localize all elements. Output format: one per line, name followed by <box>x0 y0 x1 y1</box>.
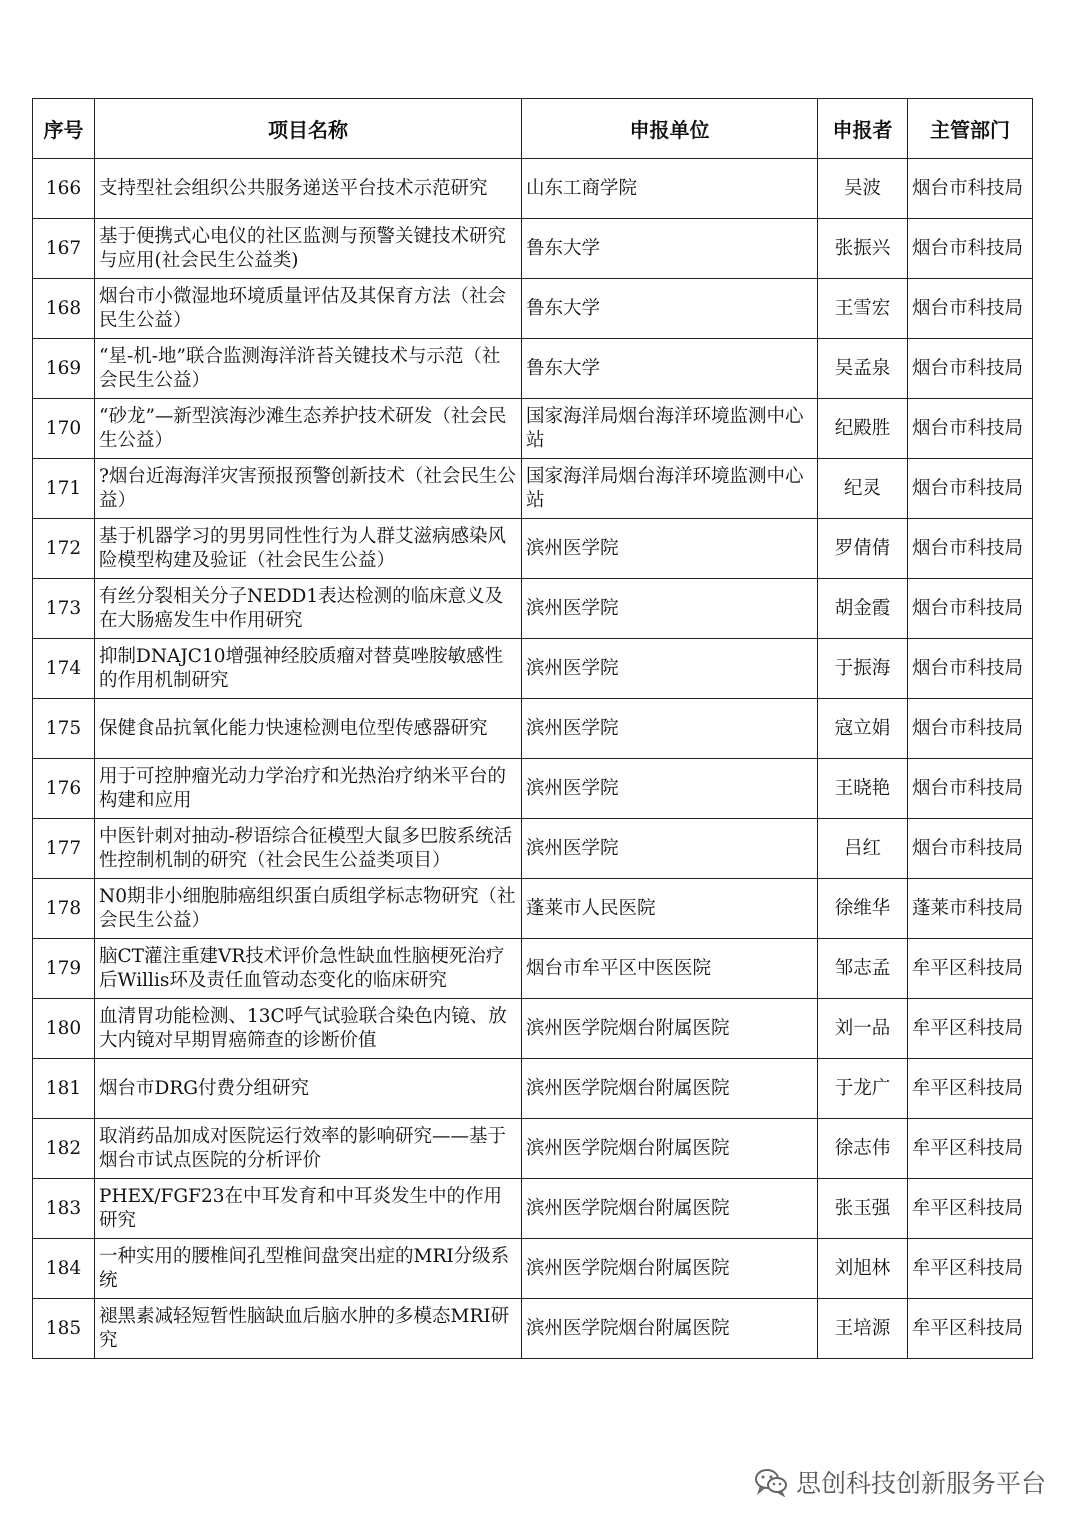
cell-department <box>908 279 1033 339</box>
cell-no-text: 169 <box>45 357 82 379</box>
cell-applicant-unit <box>522 1239 818 1299</box>
cell-applicant-unit-text: 蓬莱市人民医院 <box>526 897 656 919</box>
cell-department <box>908 219 1033 279</box>
cell-department-text: 牟平区科技局 <box>912 1257 1024 1279</box>
cell-department <box>908 1239 1033 1299</box>
cell-no-text: 174 <box>45 657 82 679</box>
cell-applicant <box>818 279 908 339</box>
cell-applicant-text: 王晓艳 <box>834 777 891 799</box>
cell-applicant-text: 纪灵 <box>843 477 881 499</box>
cell-applicant <box>818 1119 908 1179</box>
cell-applicant-text: 张玉强 <box>834 1197 891 1219</box>
cell-applicant-text: 胡金霞 <box>834 597 891 619</box>
cell-no <box>33 519 95 579</box>
cell-no <box>33 759 95 819</box>
cell-applicant-text: 寇立娟 <box>834 717 891 739</box>
table-row <box>33 1179 1033 1239</box>
cell-applicant-unit-text: 滨州医学院 <box>526 537 619 559</box>
cell-department <box>908 1059 1033 1119</box>
cell-no <box>33 1119 95 1179</box>
cell-applicant-text: 吴孟泉 <box>834 357 891 379</box>
cell-department <box>908 339 1033 399</box>
cell-no <box>33 819 95 879</box>
cell-department-text: 烟台市科技局 <box>912 837 1024 859</box>
cell-department-text: 蓬莱市科技局 <box>912 897 1024 919</box>
cell-applicant-unit-text: 滨州医学院 <box>526 837 619 859</box>
cell-applicant <box>818 939 908 999</box>
cell-applicant <box>818 699 908 759</box>
cell-department-text: 牟平区科技局 <box>912 957 1024 979</box>
header-no: 序号 <box>33 99 95 159</box>
cell-project-name <box>95 1059 522 1119</box>
cell-project-name <box>95 459 522 519</box>
cell-applicant <box>818 339 908 399</box>
cell-applicant-text: 于龙广 <box>834 1077 891 1099</box>
cell-project-name-text: 基于机器学习的男男同性性行为人群艾滋病感染风险模型构建及验证（社会民生公益） <box>99 525 507 571</box>
cell-project-name-text: “砂龙”—新型滨海沙滩生态养护技术研发（社会民生公益） <box>99 405 507 451</box>
cell-project-name-text: 基于便携式心电仪的社区监测与预警关键技术研究与应用(社会民生公益类) <box>99 225 507 271</box>
cell-applicant <box>818 819 908 879</box>
cell-no <box>33 1179 95 1239</box>
cell-project-name <box>95 159 522 219</box>
table-row <box>33 639 1033 699</box>
cell-applicant-unit <box>522 939 818 999</box>
cell-project-name-text: 抑制DNAJC10增强神经胶质瘤对替莫唑胺敏感性的作用机制研究 <box>99 645 503 691</box>
cell-no-text: 171 <box>45 477 82 499</box>
cell-project-name <box>95 939 522 999</box>
cell-project-name-text: 支持型社会组织公共服务递送平台技术示范研究 <box>99 177 488 199</box>
cell-no <box>33 399 95 459</box>
cell-applicant-unit-text: 国家海洋局烟台海洋环境监测中心站 <box>526 465 804 511</box>
cell-applicant-text: 徐志伟 <box>834 1137 891 1159</box>
cell-applicant-unit <box>522 639 818 699</box>
cell-applicant-unit <box>522 579 818 639</box>
cell-project-name <box>95 1239 522 1299</box>
cell-department <box>908 519 1033 579</box>
cell-applicant-unit <box>522 459 818 519</box>
cell-project-name <box>95 519 522 579</box>
cell-applicant-unit-text: 滨州医学院 <box>526 777 619 799</box>
cell-department-text: 烟台市科技局 <box>912 177 1024 199</box>
cell-project-name <box>95 879 522 939</box>
cell-project-name-text: 保健食品抗氧化能力快速检测电位型传感器研究 <box>99 717 488 739</box>
cell-applicant-text: 王培源 <box>834 1317 891 1339</box>
table-row <box>33 699 1033 759</box>
table-row <box>33 939 1033 999</box>
cell-no <box>33 1299 95 1359</box>
cell-department-text: 牟平区科技局 <box>912 1077 1024 1099</box>
cell-applicant-unit-text: 滨州医学院烟台附属医院 <box>526 1197 730 1219</box>
cell-department <box>908 819 1033 879</box>
table-row <box>33 1119 1033 1179</box>
cell-no-text: 179 <box>45 957 82 979</box>
cell-project-name-text: 一种实用的腰椎间孔型椎间盘突出症的MRI分级系统 <box>99 1245 510 1291</box>
cell-no-text: 168 <box>45 297 82 319</box>
cell-applicant-unit <box>522 339 818 399</box>
cell-no-text: 167 <box>45 237 82 259</box>
cell-department <box>908 939 1033 999</box>
cell-project-name <box>95 579 522 639</box>
cell-project-name-text: 脑CT灌注重建VR技术评价急性缺血性脑梗死治疗后Willis环及责任血管动态变化的临床研究 <box>99 945 505 991</box>
cell-no-text: 177 <box>45 837 82 859</box>
cell-project-name <box>95 219 522 279</box>
cell-applicant <box>818 1239 908 1299</box>
cell-no-text: 183 <box>45 1197 82 1219</box>
cell-no <box>33 339 95 399</box>
cell-project-name-text: 烟台市小微湿地环境质量评估及其保育方法（社会民生公益） <box>99 285 507 331</box>
cell-no-text: 185 <box>45 1317 82 1339</box>
cell-no-text: 182 <box>45 1137 82 1159</box>
cell-applicant-text: 罗倩倩 <box>834 537 891 559</box>
cell-applicant <box>818 219 908 279</box>
cell-department-text: 烟台市科技局 <box>912 417 1024 439</box>
cell-project-name-text: 褪黑素减轻短暂性脑缺血后脑水肿的多模态MRI研究 <box>99 1305 510 1351</box>
cell-project-name <box>95 1119 522 1179</box>
cell-applicant <box>818 519 908 579</box>
header-project-name: 项目名称 <box>95 99 522 159</box>
cell-applicant-unit-text: 滨州医学院 <box>526 597 619 619</box>
cell-applicant <box>818 879 908 939</box>
cell-applicant-unit-text: 滨州医学院 <box>526 657 619 679</box>
cell-no <box>33 699 95 759</box>
cell-project-name <box>95 1299 522 1359</box>
project-table <box>32 98 1033 1359</box>
cell-applicant <box>818 159 908 219</box>
watermark <box>754 1462 1046 1502</box>
cell-department-text: 牟平区科技局 <box>912 1197 1024 1219</box>
cell-department-text: 烟台市科技局 <box>912 597 1024 619</box>
cell-no-text: 176 <box>45 777 82 799</box>
cell-department-text: 牟平区科技局 <box>912 1317 1024 1339</box>
cell-no-text: 184 <box>45 1257 82 1279</box>
cell-no-text: 180 <box>45 1017 82 1039</box>
cell-applicant-unit-text: 滨州医学院烟台附属医院 <box>526 1317 730 1339</box>
cell-project-name <box>95 699 522 759</box>
cell-department-text: 烟台市科技局 <box>912 717 1024 739</box>
cell-project-name <box>95 819 522 879</box>
cell-no <box>33 219 95 279</box>
cell-department <box>908 879 1033 939</box>
table-row <box>33 1059 1033 1119</box>
header-applicant-unit: 申报单位 <box>522 99 818 159</box>
cell-applicant-text: 刘旭林 <box>834 1257 891 1279</box>
cell-applicant-text: 张振兴 <box>834 237 891 259</box>
cell-applicant-unit <box>522 819 818 879</box>
cell-department <box>908 579 1033 639</box>
cell-applicant-unit-text: 滨州医学院烟台附属医院 <box>526 1017 730 1039</box>
cell-department <box>908 639 1033 699</box>
cell-project-name-text: 烟台市DRG付费分组研究 <box>99 1077 310 1099</box>
cell-applicant <box>818 1059 908 1119</box>
cell-project-name-text: 用于可控肿瘤光动力学治疗和光热治疗纳米平台的构建和应用 <box>99 765 507 811</box>
table-row <box>33 819 1033 879</box>
cell-no <box>33 879 95 939</box>
cell-no-text: 181 <box>45 1077 82 1099</box>
cell-applicant-text: 邹志孟 <box>834 957 891 979</box>
cell-applicant-text: 吴波 <box>843 177 881 199</box>
cell-department-text: 牟平区科技局 <box>912 1017 1024 1039</box>
cell-no <box>33 1059 95 1119</box>
cell-department-text: 烟台市科技局 <box>912 657 1024 679</box>
cell-no <box>33 999 95 1059</box>
cell-applicant <box>818 759 908 819</box>
table-row <box>33 1239 1033 1299</box>
cell-applicant <box>818 1299 908 1359</box>
cell-department <box>908 399 1033 459</box>
cell-no-text: 170 <box>45 417 82 439</box>
cell-applicant-unit <box>522 699 818 759</box>
table-row <box>33 219 1033 279</box>
cell-project-name-text: 血清胃功能检测、13C呼气试验联合染色内镜、放大内镜对早期胃癌筛查的诊断价值 <box>99 1005 507 1051</box>
cell-applicant-unit <box>522 399 818 459</box>
cell-no <box>33 159 95 219</box>
cell-department-text: 烟台市科技局 <box>912 537 1024 559</box>
cell-applicant-text: 吕红 <box>843 837 881 859</box>
cell-applicant-unit-text: 滨州医学院烟台附属医院 <box>526 1077 730 1099</box>
table-row <box>33 579 1033 639</box>
cell-project-name-text: N0期非小细胞肺癌组织蛋白质组学标志物研究（社会民生公益） <box>99 885 516 931</box>
cell-applicant-unit <box>522 1119 818 1179</box>
cell-applicant-unit-text: 鲁东大学 <box>526 357 601 379</box>
header-applicant: 申报者 <box>818 99 908 159</box>
table-row <box>33 279 1033 339</box>
cell-applicant <box>818 999 908 1059</box>
cell-applicant-unit-text: 烟台市牟平区中医医院 <box>526 957 712 979</box>
cell-applicant-text: 于振海 <box>834 657 891 679</box>
cell-project-name <box>95 759 522 819</box>
cell-project-name-text: 取消药品加成对医院运行效率的影响研究——基于烟台市试点医院的分析评价 <box>99 1125 507 1171</box>
cell-applicant-unit-text: 鲁东大学 <box>526 297 601 319</box>
cell-no <box>33 939 95 999</box>
cell-project-name <box>95 399 522 459</box>
cell-department-text: 牟平区科技局 <box>912 1137 1024 1159</box>
cell-department <box>908 1119 1033 1179</box>
cell-department <box>908 699 1033 759</box>
cell-no <box>33 1239 95 1299</box>
cell-applicant-unit <box>522 159 818 219</box>
cell-applicant-text: 王雪宏 <box>834 297 891 319</box>
table-row <box>33 459 1033 519</box>
table-row <box>33 339 1033 399</box>
cell-no-text: 172 <box>45 537 82 559</box>
cell-applicant-unit-text: 鲁东大学 <box>526 237 601 259</box>
cell-applicant-unit <box>522 1059 818 1119</box>
cell-department-text: 烟台市科技局 <box>912 237 1024 259</box>
cell-applicant <box>818 1179 908 1239</box>
cell-applicant <box>818 579 908 639</box>
cell-applicant-unit <box>522 759 818 819</box>
cell-no-text: 178 <box>45 897 82 919</box>
table-row <box>33 159 1033 219</box>
cell-applicant-unit <box>522 219 818 279</box>
cell-applicant <box>818 459 908 519</box>
table-body <box>33 159 1033 1359</box>
cell-department <box>908 1179 1033 1239</box>
cell-no <box>33 459 95 519</box>
cell-applicant-text: 纪殿胜 <box>834 417 891 439</box>
cell-project-name-text: ?烟台近海海洋灾害预报预警创新技术（社会民生公益） <box>99 465 516 511</box>
table-row <box>33 399 1033 459</box>
cell-department-text: 烟台市科技局 <box>912 477 1024 499</box>
cell-applicant-unit <box>522 519 818 579</box>
cell-department <box>908 759 1033 819</box>
cell-project-name-text: 有丝分裂相关分子NEDD1表达检测的临床意义及在大肠癌发生中作用研究 <box>99 585 504 631</box>
cell-department <box>908 459 1033 519</box>
cell-no <box>33 579 95 639</box>
cell-applicant-unit <box>522 879 818 939</box>
cell-project-name <box>95 999 522 1059</box>
cell-applicant-text: 徐维华 <box>834 897 891 919</box>
cell-department <box>908 999 1033 1059</box>
cell-department-text: 烟台市科技局 <box>912 777 1024 799</box>
cell-applicant-unit-text: 滨州医学院烟台附属医院 <box>526 1257 730 1279</box>
cell-applicant-unit <box>522 1179 818 1239</box>
table-row <box>33 759 1033 819</box>
cell-no-text: 175 <box>45 717 82 739</box>
cell-applicant-unit-text: 山东工商学院 <box>526 177 638 199</box>
cell-department <box>908 159 1033 219</box>
cell-project-name-text: PHEX/FGF23在中耳发育和中耳炎发生中的作用研究 <box>99 1185 502 1231</box>
cell-applicant-unit <box>522 279 818 339</box>
table-row <box>33 999 1033 1059</box>
cell-department <box>908 1299 1033 1359</box>
cell-project-name <box>95 279 522 339</box>
cell-project-name <box>95 639 522 699</box>
table-row <box>33 879 1033 939</box>
cell-no <box>33 639 95 699</box>
cell-department-text: 烟台市科技局 <box>912 357 1024 379</box>
header-department: 主管部门 <box>908 99 1033 159</box>
watermark-text: 思创科技创新服务平台 <box>795 1469 1046 1498</box>
cell-project-name <box>95 1179 522 1239</box>
table-header-row <box>33 99 1033 159</box>
cell-no-text: 166 <box>45 177 82 199</box>
cell-applicant-unit <box>522 999 818 1059</box>
table-row <box>33 519 1033 579</box>
cell-no-text: 173 <box>45 597 82 619</box>
cell-applicant <box>818 639 908 699</box>
cell-project-name <box>95 339 522 399</box>
cell-applicant-unit <box>522 1299 818 1359</box>
cell-department-text: 烟台市科技局 <box>912 297 1024 319</box>
cell-applicant-unit-text: 滨州医学院 <box>526 717 619 739</box>
cell-applicant-unit-text: 国家海洋局烟台海洋环境监测中心站 <box>526 405 804 451</box>
cell-applicant-unit-text: 滨州医学院烟台附属医院 <box>526 1137 730 1159</box>
cell-project-name-text: “星-机-地”联合监测海洋浒苔关键技术与示范（社会民生公益） <box>99 345 501 391</box>
cell-applicant-text: 刘一品 <box>834 1017 891 1039</box>
table-row <box>33 1299 1033 1359</box>
cell-no <box>33 279 95 339</box>
cell-project-name-text: 中医针刺对抽动-秽语综合征模型大鼠多巴胺系统活性控制机制的研究（社会民生公益类项目） <box>99 825 513 871</box>
cell-applicant <box>818 399 908 459</box>
wechat-icon <box>754 1467 788 1497</box>
